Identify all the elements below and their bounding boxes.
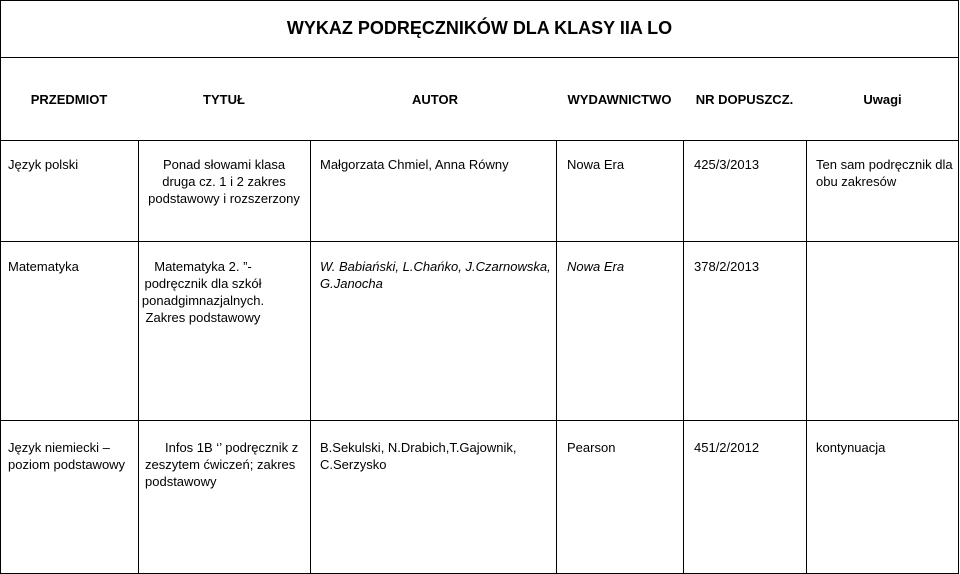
row3-subject-line-1: Język niemiecki – (8, 440, 110, 455)
row3-subject (8, 439, 125, 473)
row1-title-line-2: druga cz. 1 i 2 zakres (162, 174, 286, 189)
row-divider-2 (0, 420, 959, 421)
row2-title-line-3: ponadgimnazjalnych. (141, 293, 265, 308)
row2-author-line-2: G.Janocha (320, 276, 383, 291)
header-author: AUTOR (412, 91, 458, 107)
row3-author-line-1: B.Sekulski, N.Drabich,T.Gajownik, (320, 440, 517, 455)
row1-author: Małgorzata Chmiel, Anna Równy (320, 157, 509, 172)
row3-title (145, 439, 307, 490)
row1-notes-line-1: Ten sam podręcznik dla (816, 157, 953, 172)
document-title: WYKAZ PODRĘCZNIKÓW DLA KLASY IIA LO (286, 18, 673, 38)
row3-title-line-1: Infos 1B ‘’ podręcznik z (165, 440, 299, 455)
row1-title-line-1: Ponad słowami klasa (162, 157, 286, 172)
col-divider-3 (556, 141, 557, 574)
col-divider-4 (683, 141, 684, 574)
row2-title-line-4: Zakres podstawowy (145, 310, 261, 325)
row2-title (138, 258, 268, 326)
row3-approval-number: 451/2/2012 (694, 440, 760, 455)
row2-approval-number: 378/2/2013 (694, 259, 760, 274)
col-divider-5 (806, 141, 807, 574)
header-title: TYTUŁ (203, 91, 245, 107)
row3-subject-line-2: poziom podstawowy (8, 457, 126, 472)
row1-subject: Język polski (8, 157, 79, 172)
row2-author-line-1: W. Babiański, L.Chańko, J.Czarnowska, (320, 259, 551, 274)
row1-publisher: Nowa Era (567, 157, 625, 172)
col-divider-2 (310, 141, 311, 574)
row2-publisher: Nowa Era (567, 259, 625, 274)
header-divider (0, 140, 959, 141)
header-approval-number: NR DOPUSZCZ. (695, 91, 794, 107)
row1-notes-line-2: obu zakresów (816, 174, 897, 189)
row2-title-line-1: Matematyka 2. ”- (154, 259, 252, 274)
title-divider (0, 57, 959, 58)
header-publisher: WYDAWNICTWO (567, 91, 672, 107)
row1-approval-number: 425/3/2013 (694, 157, 760, 172)
row3-title-line-3: podstawowy (145, 474, 217, 489)
row-divider-1 (0, 241, 959, 242)
row3-publisher: Pearson (567, 440, 616, 455)
row2-title-line-2: podręcznik dla szkół (144, 276, 262, 291)
row3-author (320, 439, 517, 473)
header-subject: PRZEDMIOT (30, 91, 108, 107)
row2-subject: Matematyka (8, 259, 79, 274)
header-notes: Uwagi (863, 91, 902, 107)
row1-title (138, 156, 310, 207)
row3-title-line-2: zeszytem ćwiczeń; zakres (145, 457, 296, 472)
row3-notes: kontynuacja (816, 440, 886, 455)
row2-author (320, 258, 551, 292)
row1-notes (816, 156, 953, 190)
row1-title-line-3: podstawowy i rozszerzony (148, 191, 300, 206)
row3-author-line-2: C.Serzysko (320, 457, 387, 472)
